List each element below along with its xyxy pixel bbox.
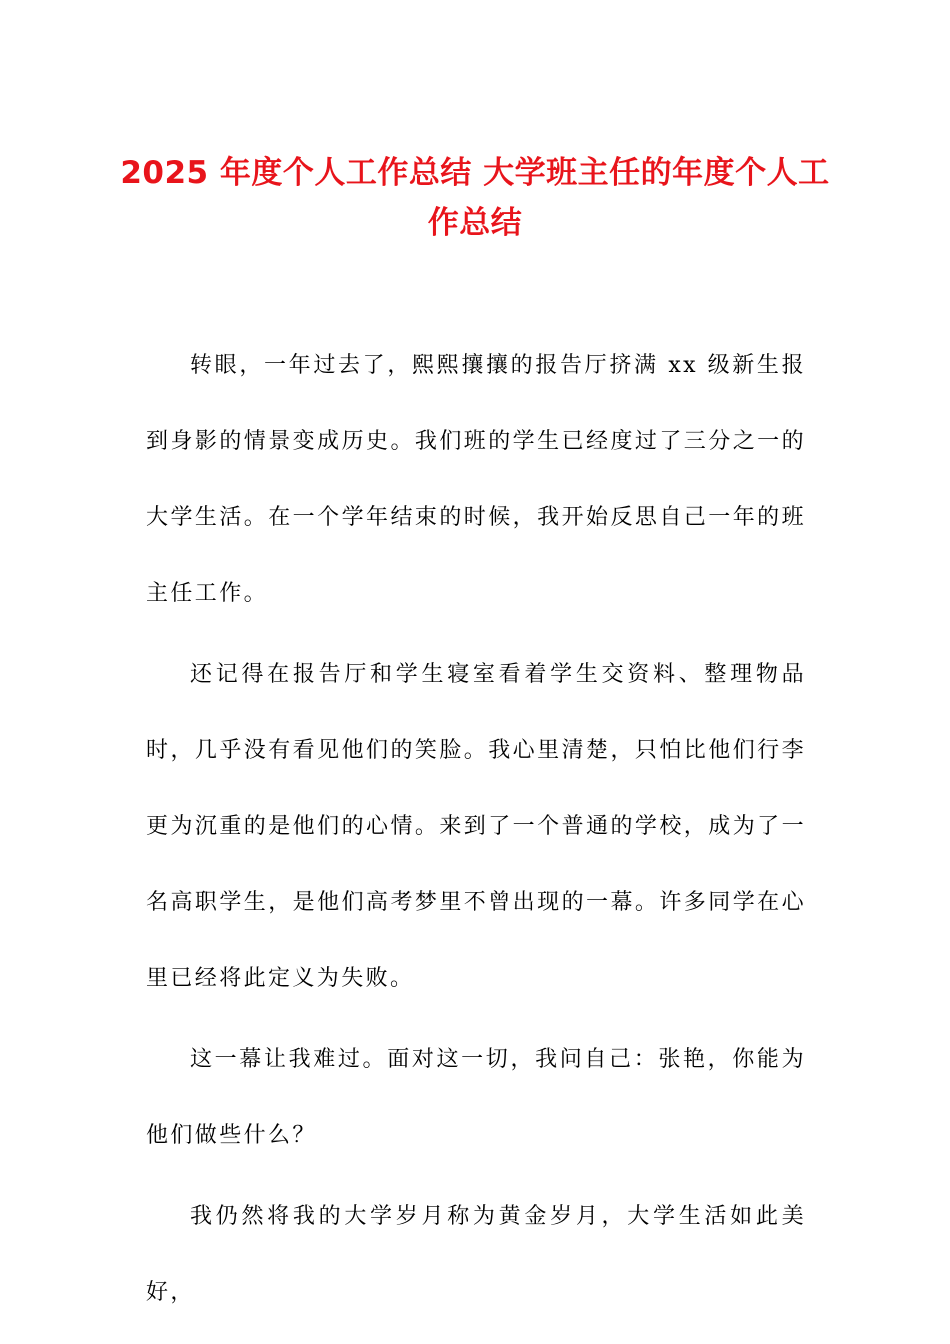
document-body bbox=[146, 328, 806, 1336]
paragraph-2: 还记得在报告厅和学生寝室看着学生交资料、整理物品时，几乎没有看见他们的笑脸。我心里清楚，只怕比他们行李更为沉重的是他们的心情。来到了一个普通的学校，成为了一名高职学生，是他们高考梦里不曾出现的一幕。许多同学在心里已经将此定义为失败。 bbox=[146, 662, 806, 991]
paragraph-3: 这一幕让我难过。面对这一切，我问自己：张艳，你能为他们做些什么？ bbox=[146, 1047, 806, 1148]
paragraph-4: 我仍然将我的大学岁月称为黄金岁月，大学生活如此美好， bbox=[146, 1204, 806, 1305]
paragraph-1: 转眼，一年过去了，熙熙攘攘的报告厅挤满 xx 级新生报到身影的情景变成历史。我们班的学生已经度过了三分之一的大学生活。在一个学年结束的时候，我开始反思自己一年的班主任工作。 bbox=[146, 353, 806, 606]
document-title: 2025 年度个人工作总结 大学班主任的年度个人工作总结 bbox=[120, 155, 830, 241]
